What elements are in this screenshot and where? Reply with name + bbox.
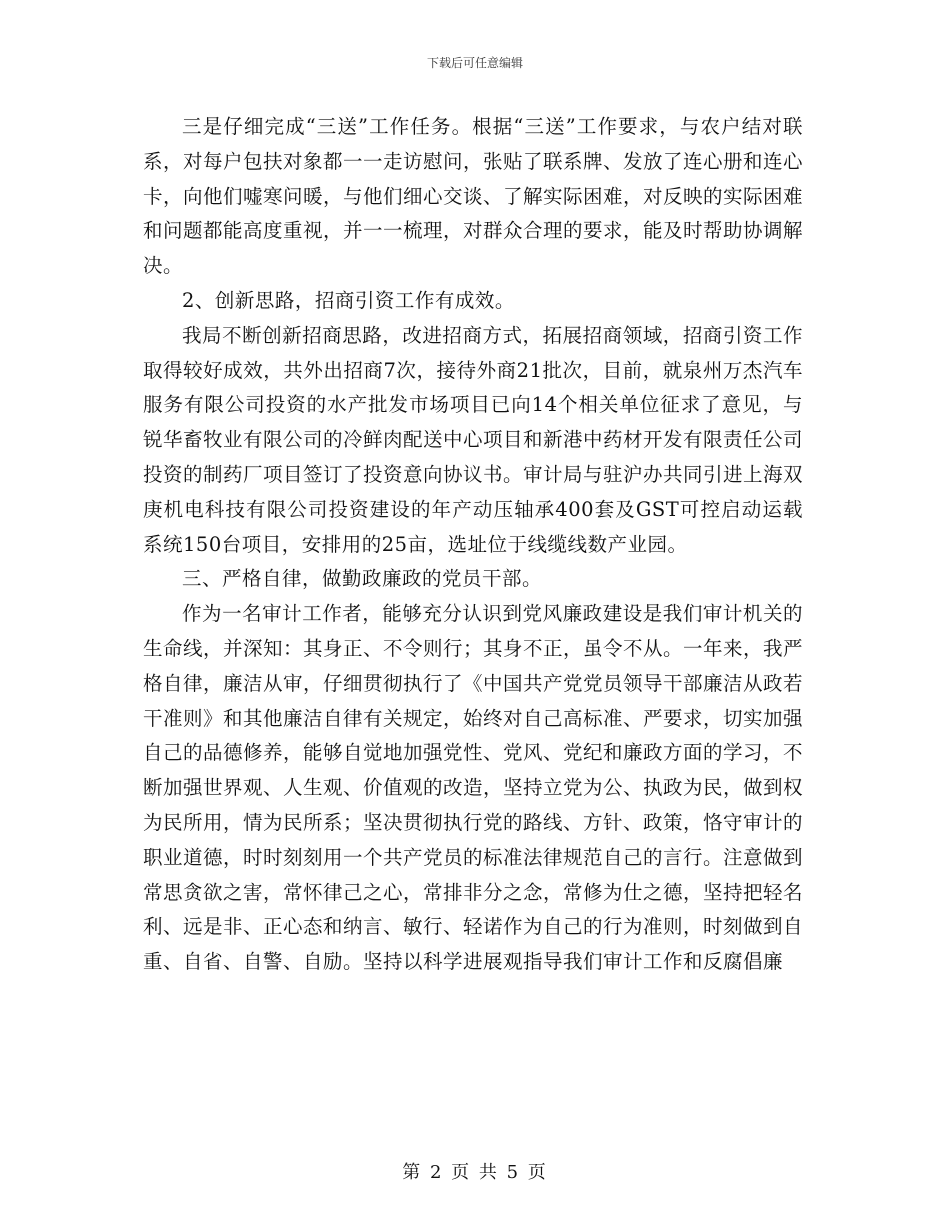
section-heading-self-discipline: 三、严格自律，做勤政廉政的党员干部。 bbox=[182, 567, 543, 591]
page-header: 下载后可任意编辑 bbox=[426, 56, 523, 70]
document-body bbox=[143, 110, 803, 980]
section-heading-investment: 2、创新思路，招商引资工作有成效。 bbox=[182, 288, 515, 312]
page-footer: 第 2 页 共 5 页 bbox=[402, 1162, 548, 1183]
paragraph-three-sends: 三是仔细完成“三送”工作任务。根据“三送”工作要求，与农户结对联系，对每户包扶对象都一一走访慰问，张贴了联系牌、发放了连心册和连心卡，向他们嘘寒问暖，与他们细心交谈、了解实际困难，对反映的实际困难和问题都能高度重视，并一一梳理，对群众合理的要求，能及时帮助协调解决。 bbox=[143, 115, 804, 278]
paragraph-self-discipline: 作为一名审计工作者，能够充分认识到党风廉政建设是我们审计机关的生命线，并深知：其身正、不令则行；其身不正，虽令不从。一年来，我严格自律，廉洁从审，仔细贯彻执行了《中国共产党党员领导干部廉洁从政若干准则》和其他廉洁自律有关规定，始终对自己高标准、严要求，切实加强自己的品德修养，能够自觉地加强党性、党风、党纪和廉政方面的学习，不断加强世界观、人生观、价值观的改造，坚持立党为公、执政为民，做到权为民所用，情为民所系；坚决贯彻执行党的路线、方针、政策，恪守审计的职业道德，时时刻刻用一个共产党员的标准法律规范自己的言行。注意做到常思贪欲之害，常怀律己之心，常排非分之念，常修为仕之德，坚持把轻名利、远是非、正心态和纳言、敏行、轻诺作为自己的行为准则，时刻做到自重、自省、自警、自励。坚持以科学进展观指导我们审计工作和反腐倡廉 bbox=[143, 602, 804, 974]
paragraph-investment: 我局不断创新招商思路，改进招商方式，拓展招商领域，招商引资工作取得较好成效，共外出招商7次，接待外商21批次，目前，就泉州万杰汽车服务有限公司投资的水产批发市场项目已向14个相关单位征求了意见，与锐华畜牧业有限公司的冷鲜肉配送中心项目和新港中药材开发有限责任公司投资的制药厂项目签订了投资意向协议书。审计局与驻沪办共同引进上海双庚机电科技有限公司投资建设的年产动压轴承400套及GST可控启动运载系统150台项目，安排用的25亩，选址位于线缆线数产业园。 bbox=[143, 323, 804, 556]
